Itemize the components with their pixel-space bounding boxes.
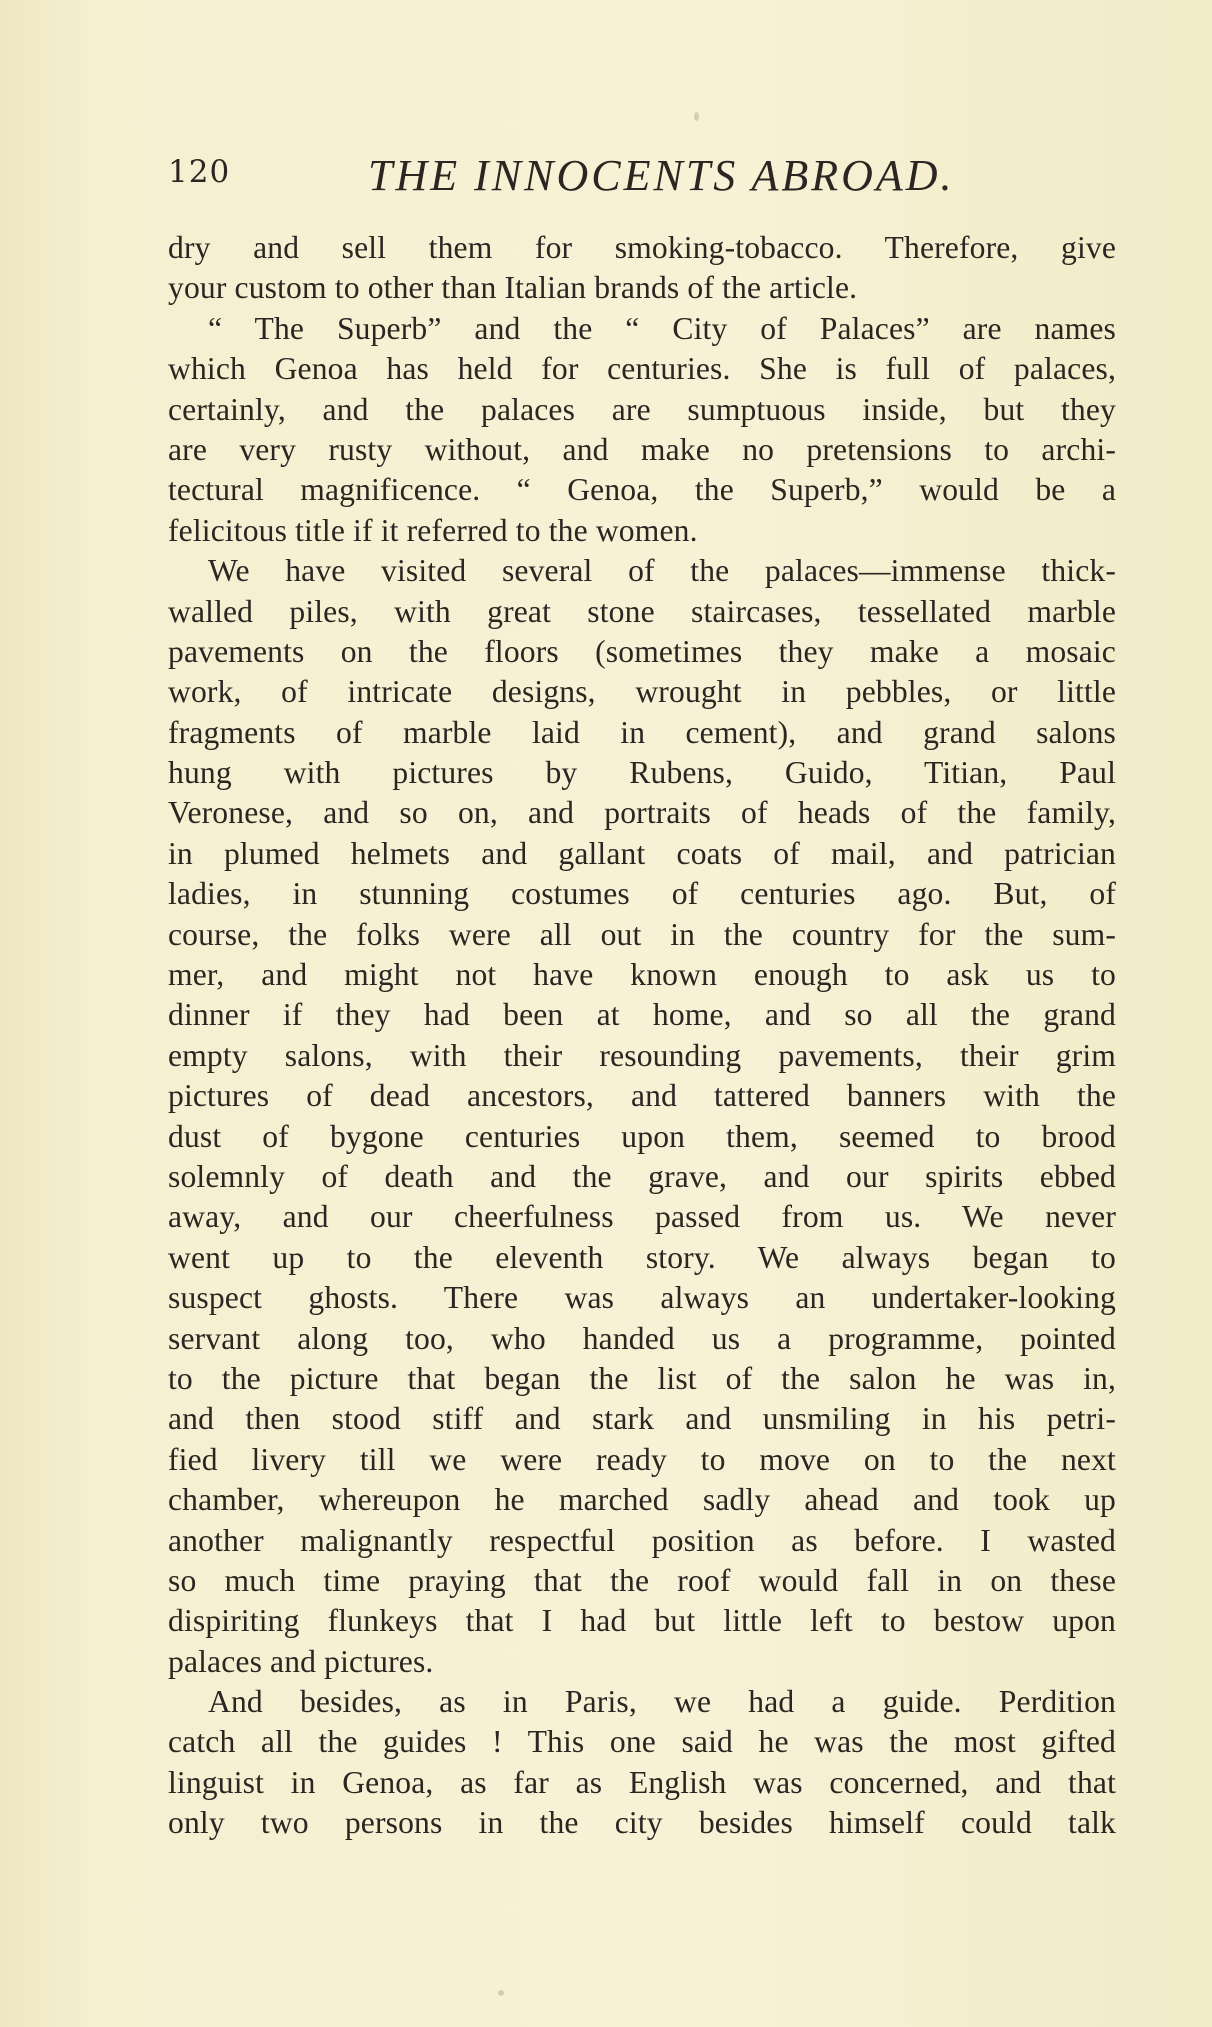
text-line: tectural magnificence. “ Genoa, the Superb,” would be a bbox=[168, 472, 1116, 508]
text-line: And besides, as in Paris, we had a guide. Perdition bbox=[208, 1684, 1116, 1720]
text-line: hung with pictures by Rubens, Guido, Titian, Paul bbox=[168, 755, 1116, 791]
text-line: are very rusty without, and make no pretensions to archi- bbox=[168, 431, 1116, 467]
text-line: dust of bygone centuries upon them, seemed to brood bbox=[168, 1118, 1116, 1154]
text-line: another malignantly respectful position as before. I wasted bbox=[168, 1522, 1116, 1558]
text-line: “ The Superb” and the “ City of Palaces” are names bbox=[208, 310, 1116, 346]
text-line: chamber, whereupon he marched sadly ahead and took up bbox=[168, 1482, 1116, 1518]
paragraph bbox=[168, 551, 1116, 1682]
text-line: servant along too, who handed us a programme, pointed bbox=[168, 1320, 1116, 1356]
paragraph bbox=[168, 1682, 1116, 1844]
text-line: pictures of dead ancestors, and tattered banners with the bbox=[168, 1078, 1116, 1114]
text-line: ladies, in stunning costumes of centuries ago. But, of bbox=[168, 876, 1116, 912]
text-line: solemnly of death and the grave, and our spirits ebbed bbox=[168, 1158, 1116, 1194]
text-line: fied livery till we were ready to move on to the next bbox=[168, 1441, 1116, 1477]
text-line: in plumed helmets and gallant coats of mail, and patrician bbox=[168, 835, 1116, 871]
ink-speck bbox=[498, 1990, 504, 1996]
text-line: to the picture that began the list of the salon he was in, bbox=[168, 1360, 1116, 1396]
text-line: course, the folks were all out in the country for the sum- bbox=[168, 916, 1116, 952]
text-line: work, of intricate designs, wrought in pebbles, or little bbox=[168, 674, 1116, 710]
text-line: dinner if they had been at home, and so all the grand bbox=[168, 997, 1116, 1033]
text-line: linguist in Genoa, as far as English was concerned, and that bbox=[168, 1764, 1116, 1800]
text-line: dry and sell them for smoking-tobacco. Therefore, give bbox=[168, 230, 1116, 265]
paragraph bbox=[168, 228, 1116, 309]
text-line: dispiriting flunkeys that I had but little left to bestow upon bbox=[168, 1603, 1116, 1639]
text-line: catch all the guides ! This one said he was the most gifted bbox=[168, 1724, 1116, 1760]
text-line: only two persons in the city besides himself could talk bbox=[168, 1805, 1116, 1841]
body-text bbox=[168, 228, 1116, 1844]
text-line: mer, and might not have known enough to ask us to bbox=[168, 957, 1116, 993]
text-line: Veronese, and so on, and portraits of heads of the family, bbox=[168, 795, 1116, 831]
text-line: and then stood stiff and stark and unsmiling in his petri- bbox=[168, 1401, 1116, 1437]
text-line: went up to the eleventh story. We always began to bbox=[168, 1239, 1116, 1275]
text-line: which Genoa has held for centuries. She is full of palaces, bbox=[168, 351, 1116, 387]
ink-speck bbox=[694, 112, 699, 121]
text-line: certainly, and the palaces are sumptuous inside, but they bbox=[168, 391, 1116, 427]
text-line: felicitous title if it referred to the women. bbox=[168, 512, 698, 548]
paragraph bbox=[168, 309, 1116, 551]
text-line: so much time praying that the roof would fall in on these bbox=[168, 1562, 1116, 1598]
page-number: 120 bbox=[168, 154, 231, 190]
text-line: fragments of marble laid in cement), and grand salons bbox=[168, 714, 1116, 750]
text-line: away, and our cheerfulness passed from us. We never bbox=[168, 1199, 1116, 1235]
running-head bbox=[168, 150, 1118, 200]
text-line: suspect ghosts. There was always an undertaker-looking bbox=[168, 1280, 1116, 1316]
text-line: pavements on the floors (sometimes they make a mosaic bbox=[168, 633, 1116, 669]
text-line: empty salons, with their resounding pavements, their grim bbox=[168, 1037, 1116, 1073]
running-title: THE INNOCENTS ABROAD. bbox=[368, 151, 955, 200]
text-line: palaces and pictures. bbox=[168, 1643, 434, 1679]
text-line: your custom to other than Italian brands of the article. bbox=[168, 270, 858, 306]
text-line: walled piles, with great stone staircases, tessellated marble bbox=[168, 593, 1116, 629]
text-line: We have visited several of the palaces—immense thick- bbox=[208, 553, 1116, 589]
